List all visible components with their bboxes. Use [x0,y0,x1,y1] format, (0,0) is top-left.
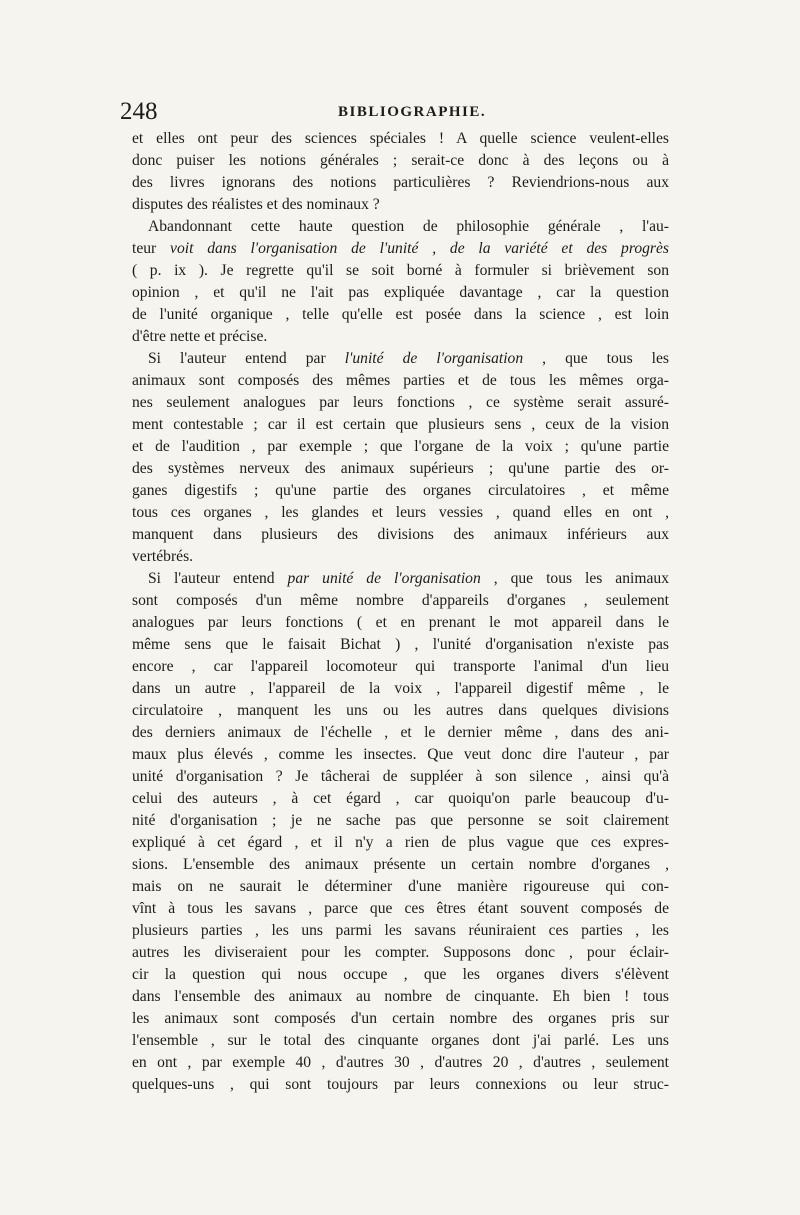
text-line [132,678,669,700]
text-line [132,326,669,348]
text-line [132,832,669,854]
italic-segment: par unité de l'organisation [287,570,481,587]
text-line [132,260,669,282]
text-segment: des derniers animaux de l'échelle , et le dernier même , dans des ani- [132,724,669,741]
page-header [120,98,680,126]
text-segment: Abandonnant cette haute question de philosophie générale , l'au- [148,218,669,235]
text-segment: encore , car l'appareil locomoteur qui transporte l'animal d'un lieu [132,658,669,675]
text-segment: nes seulement analogues par leurs fonctions , ce système serait assuré- [132,394,669,411]
text-segment: dans un autre , l'appareil de la voix , l'appareil digestif même , le [132,680,669,697]
text-segment: Si l'auteur entend [148,570,288,587]
text-segment: et elles ont peur des sciences spéciales ! A quelle science veulent-elles [132,130,669,147]
text-segment: l'ensemble , sur le total des cinquante organes dont j'ai parlé. Les uns [132,1032,669,1049]
text-line [132,612,669,634]
text-segment: manquent dans plusieurs des divisions des animaux inférieurs aux [132,526,669,543]
text-segment: dans l'ensemble des animaux au nombre de cinquante. Eh bien ! tous [132,988,669,1005]
text-segment: cir la question qui nous occupe , que les organes divers s'élèvent [132,966,669,983]
text-line [132,414,669,436]
text-line [132,304,669,326]
text-segment: en ont , par exemple 40 , d'autres 30 , d'autres 20 , d'autres , seulement [132,1054,669,1071]
text-line [132,964,669,986]
text-segment: ment contestable ; car il est certain que plusieurs sens , ceux de la vision [132,416,669,433]
text-segment: nité d'organisation ; je ne sache pas que personne se soit clairement [132,812,669,829]
text-line [132,172,669,194]
text-segment: vînt à tous les savans , parce que ces êtres étant souvent composés de [132,900,669,917]
text-segment: expliqué à cet égard , et il n'y a rien de plus vague que ces expres- [132,834,669,851]
text-line [132,766,669,788]
text-line [132,546,669,568]
text-segment: circulatoire , manquent les uns ou les autres dans quelques divisions [132,702,669,719]
text-line [132,744,669,766]
body-text [132,128,669,1096]
text-line [132,920,669,942]
italic-segment: l'unité de l'organisation [344,350,524,367]
text-line [132,150,669,172]
text-segment: mais on ne saurait le déterminer d'une manière rigoureuse qui con- [132,878,669,895]
text-line [132,810,669,832]
text-line [132,216,669,238]
text-line [132,898,669,920]
text-line [132,1052,669,1074]
text-line [132,370,669,392]
text-segment: ( p. ix ). Je regrette qu'il se soit borné à formuler si brièvement son [132,262,669,279]
text-segment: animaux sont composés des mêmes parties et de tous les mêmes orga- [132,372,669,389]
text-segment: Si l'auteur entend par [148,350,345,367]
text-line [132,568,669,590]
text-segment: disputes des réalistes et des nominaux ? [132,196,380,213]
text-segment: analogues par leurs fonctions ( et en prenant le mot appareil dans le [132,614,669,631]
text-segment: des livres ignorans des notions particulières ? Reviendrions-nous aux [132,174,669,191]
text-line [132,480,669,502]
text-line [132,348,669,370]
text-segment: de l'unité organique , telle qu'elle est posée dans la science , est loin [132,306,669,323]
text-segment: tous ces organes , les glandes et leurs vessies , quand elles en ont , [132,504,669,521]
text-line [132,876,669,898]
text-line [132,458,669,480]
text-line [132,1074,669,1096]
text-line [132,282,669,304]
text-line [132,436,669,458]
text-segment: maux plus élevés , comme les insectes. Que veut donc dire l'auteur , par [132,746,669,763]
text-line [132,590,669,612]
text-segment: les animaux sont composés d'un certain nombre des organes pris sur [132,1010,669,1027]
text-line [132,722,669,744]
text-line [132,1030,669,1052]
text-line [132,700,669,722]
text-line [132,942,669,964]
text-segment: sont composés d'un même nombre d'appareils d'organes , seulement [132,592,669,609]
text-segment: opinion , et qu'il ne l'ait pas expliquée davantage , car la question [132,284,669,301]
text-segment: donc puiser les notions générales ; serait-ce donc à des leçons ou à [132,152,669,169]
text-line [132,1008,669,1030]
page-number: 248 [120,98,158,125]
text-segment: d'être nette et précise. [132,328,268,345]
text-segment: autres les diviseraient pour les compter. Supposons donc , pour éclair- [132,944,669,961]
text-line [132,634,669,656]
text-segment: teur [132,240,171,257]
text-line [132,238,669,260]
text-line [132,854,669,876]
text-segment: unité d'organisation ? Je tâcherai de suppléer à son silence , ainsi qu'à [132,768,669,785]
text-segment: , que tous les [523,350,669,367]
text-segment: celui des auteurs , à cet égard , car quoiqu'on parle beaucoup d'u- [132,790,669,807]
text-line [132,788,669,810]
text-segment: ganes digestifs ; qu'une partie des organes circulatoires , et même [132,482,669,499]
text-line [132,392,669,414]
text-line [132,502,669,524]
text-segment: plusieurs parties , les uns parmi les savans réuniraient ces parties , les [132,922,669,939]
text-line [132,194,669,216]
text-segment: vertébrés. [132,548,194,565]
text-segment: même sens que le faisait Bichat ) , l'unité d'organisation n'existe pas [132,636,669,653]
italic-segment: voit dans l'organisation de l'unité , de la variété et des progrès [170,240,669,257]
running-title: BIBLIOGRAPHIE. [338,104,487,120]
text-segment: quelques-uns , qui sont toujours par leurs connexions ou leur struc- [132,1076,669,1093]
text-line [132,986,669,1008]
text-segment: , que tous les animaux [480,570,669,587]
text-segment: et de l'audition , par exemple ; que l'organe de la voix ; qu'une partie [132,438,669,455]
text-segment: sions. L'ensemble des animaux présente un certain nombre d'organes , [132,856,669,873]
text-line [132,128,669,150]
text-line [132,524,669,546]
text-segment: des systèmes nerveux des animaux supérieurs ; qu'une partie des or- [132,460,669,477]
text-line [132,656,669,678]
